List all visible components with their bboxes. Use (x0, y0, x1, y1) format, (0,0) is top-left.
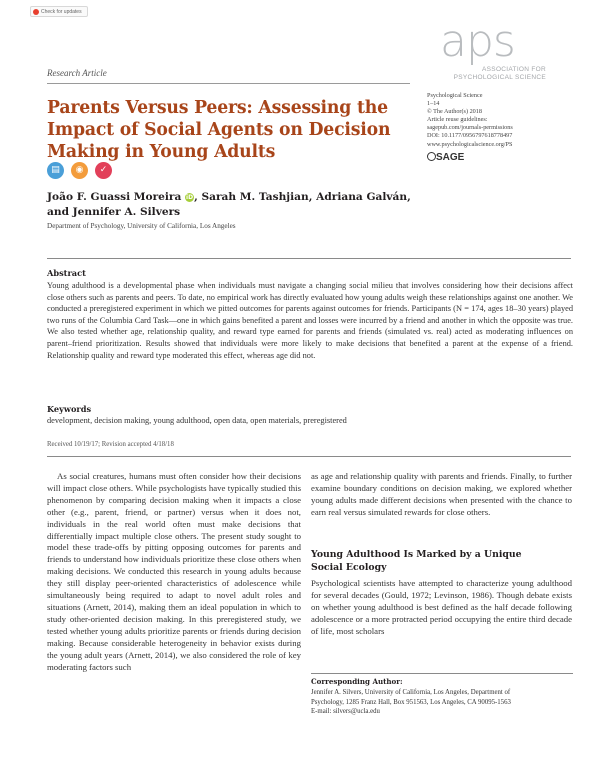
sage-logo (427, 152, 464, 163)
sage-text: SAGE (436, 152, 465, 163)
open-materials-badge-icon[interactable]: ◉ (71, 162, 88, 179)
reuse-link[interactable]: sagepub.com/journals-permissions (427, 124, 513, 132)
article-title: Parents Versus Peers: Assessing the Impact of Social Agents on Decision Making in Young Adults (47, 98, 391, 162)
aps-sub-line1: ASSOCIATION FOR (482, 66, 546, 73)
keywords-heading: Keywords (47, 404, 92, 414)
aps-logo (426, 16, 546, 88)
divider (47, 456, 571, 457)
author-1: João F. Guassi Moreira (47, 191, 182, 203)
corresponding-author-heading: Corresponding Author: (311, 677, 403, 686)
open-data-badge-icon[interactable]: ▤ (47, 162, 64, 179)
body-left-column: As social creatures, humans must often consider how their decisions will impact close others. While psychologists have typically studied this phenomenon by comparing decision making when it impacts a close other (e.g., parent, friend, or partner) versus when it does not, individuals in the real world often must make decisions that differentially impact multiple close others. The present study sought to model these trade-offs by pitting opposing outcomes for parents and friends to understand how individuals prioritize these close others when making decisions. We conducted this research in young adults because they still display peer-oriented characteristics of adolescence while simultaneously being required to adapt to novel adult roles and situations (Arnett, 2014), making them an ideal population in which to study other-oriented decision making. In this preregistered study, we tested whether young adults prioritize parents or friends during decision making. Because considerable heterogeneity in behavior exists during the young adult years (Arnett, 2014), we also considered the role of key moderating factors such (47, 471, 301, 672)
doi-link[interactable]: DOI: 10.1177/0956797618778497 (427, 132, 513, 140)
divider (311, 673, 573, 674)
check-for-updates-badge[interactable] (30, 6, 88, 17)
body-right-column-bottom: Psychological scientists have attempted to characterize young adulthood for several decades (Gould, 1972; Levinson, 1986). Though debate exists on whether young adulthood is best defined as the half decade following adolescence or a more protracted period occupying the entire third decade of life, most scholars (311, 578, 572, 636)
reuse-label: Article reuse guidelines: (427, 116, 488, 124)
abstract-text: Young adulthood is a developmental phase when individuals must navigate a changing social milieu that involves considering how their decisions affect close others such as parents and peers. To date, no empirical work has directly evaluated how young adults weigh these relationships against one another. We conducted a preregistered experiment in which we pitted outcomes for parents against outcomes for friends. Participants (N = 174, ages 18–30 years) played two runs of the Columbia Card Task—one in which gains benefited a parent and losses were incurred by a friend and another in which the opposite was true. We also tested whether age, relationship quality, and reward type earned for parents and friends (simulated vs. real) acted as moderating influences on parent–friend prioritization. Results showed that individuals were more likely to make decisions that benefited a parent at the expense of a friend. Relationship quality and reward type moderated this effect, whereas age did not. (47, 281, 573, 360)
preregistered-badge-icon[interactable]: ✓ (95, 162, 112, 179)
page-range: 1–14 (427, 100, 440, 108)
updates-badge-label: Check for updates (41, 9, 82, 15)
abstract-heading: Abstract (47, 268, 86, 278)
corresponding-author-address: Jennifer A. Silvers, University of California, Los Angeles, Department of Psychology, 1285 Franz Hall, Box 951563, Los Angeles, CA 90095-1563 (311, 689, 511, 706)
authors-line2: and Jennifer A. Silvers (47, 206, 181, 218)
keywords-text: development, decision making, young adulthood, open data, open materials, preregistered (47, 416, 347, 425)
sage-icon (427, 152, 436, 161)
journal-meta (427, 92, 567, 149)
body-right-column-top: as age and relationship quality with parents and friends. Finally, to further examine boundary conditions on decision making, we explored whether young adults made different decisions when presented with the chance to earn real versus simulated rewards for close others. (311, 471, 572, 517)
author-list (47, 190, 427, 220)
corresponding-author-details (311, 688, 541, 717)
journal-link[interactable]: www.psychologicalscience.org/PS (427, 140, 513, 148)
aps-sub-line2: PSYCHOLOGICAL SCIENCE (453, 74, 546, 81)
section-heading: Young Adulthood Is Marked by a Unique Social Ecology (311, 549, 522, 573)
crossmark-icon (33, 9, 39, 15)
affiliation: Department of Psychology, University of California, Los Angeles (47, 222, 236, 230)
corresponding-author-email[interactable]: E-mail: silvers@ucla.edu (311, 708, 380, 715)
article-type: Research Article (47, 68, 107, 78)
divider (47, 83, 410, 84)
aps-logo-subtitle (428, 66, 546, 82)
orcid-icon[interactable]: iD (186, 194, 194, 201)
authors-rest-line1: , Sarah M. Tashjian, Adriana Galván, (194, 191, 411, 203)
received-dates: Received 10/19/17; Revision accepted 4/18/18 (47, 441, 174, 448)
divider (47, 258, 571, 259)
aps-logo-letters: aps (440, 16, 515, 67)
copyright: © The Author(s) 2018 (427, 108, 482, 116)
journal-name: Psychological Science (427, 92, 483, 99)
